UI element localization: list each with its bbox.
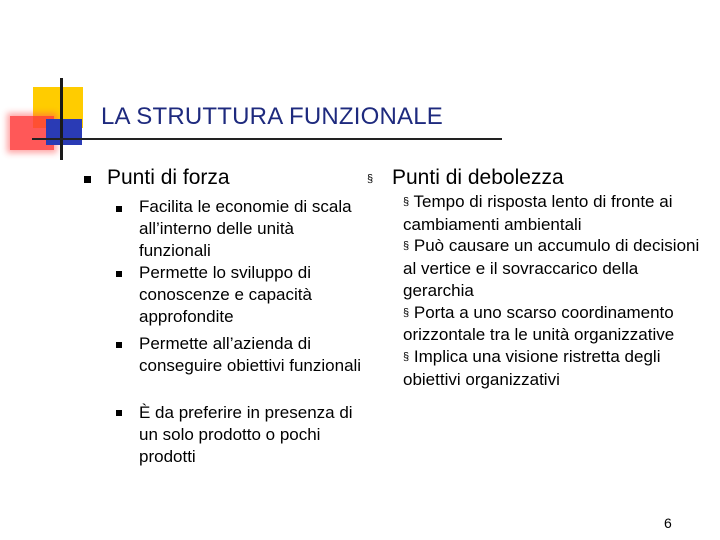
bullet-icon: [116, 342, 122, 348]
section-marker-icon: §: [403, 306, 410, 319]
strength-item: Facilita le economie di scala all’interno delle unità funzionali: [139, 197, 352, 260]
blue-square-decoration: [46, 119, 82, 145]
section-marker-icon: §: [403, 350, 410, 363]
strengths-heading: Punti di forza: [107, 166, 230, 189]
strength-item: È da preferire in presenza di un solo prodotto o pochi prodotti: [139, 403, 353, 466]
bullet-icon: [116, 410, 122, 416]
weakness-item: Porta a uno scarso coordinamento orizzontale tra le unità organizzative: [403, 302, 675, 345]
title-underline: [32, 138, 502, 140]
slide-title: LA STRUTTURA FUNZIONALE: [101, 103, 443, 130]
weakness-item: Può causare un accumulo di decisioni al vertice e il sovraccarico della gerarchia: [403, 236, 700, 300]
weakness-item: Tempo di risposta lento di fronte ai cambiamenti ambientali: [403, 192, 673, 234]
page-number: 6: [664, 515, 672, 531]
vertical-rule: [60, 78, 63, 160]
weaknesses-heading: Punti di debolezza: [392, 166, 564, 189]
strength-item: Permette all’azienda di conseguire obiettivi funzionali: [139, 334, 362, 375]
bullet-icon: [116, 271, 122, 277]
weakness-item: Implica una visione ristretta degli obiettivi organizzativi: [403, 346, 661, 389]
bullet-icon: [116, 206, 122, 212]
section-marker-icon: §: [367, 173, 374, 185]
section-marker-icon: §: [403, 240, 410, 253]
section-marker-icon: §: [403, 196, 410, 208]
strength-item: Permette lo sviluppo di conoscenze e capacità approfondite: [139, 263, 312, 326]
bullet-icon: [84, 176, 91, 183]
weaknesses-list: [403, 191, 703, 390]
